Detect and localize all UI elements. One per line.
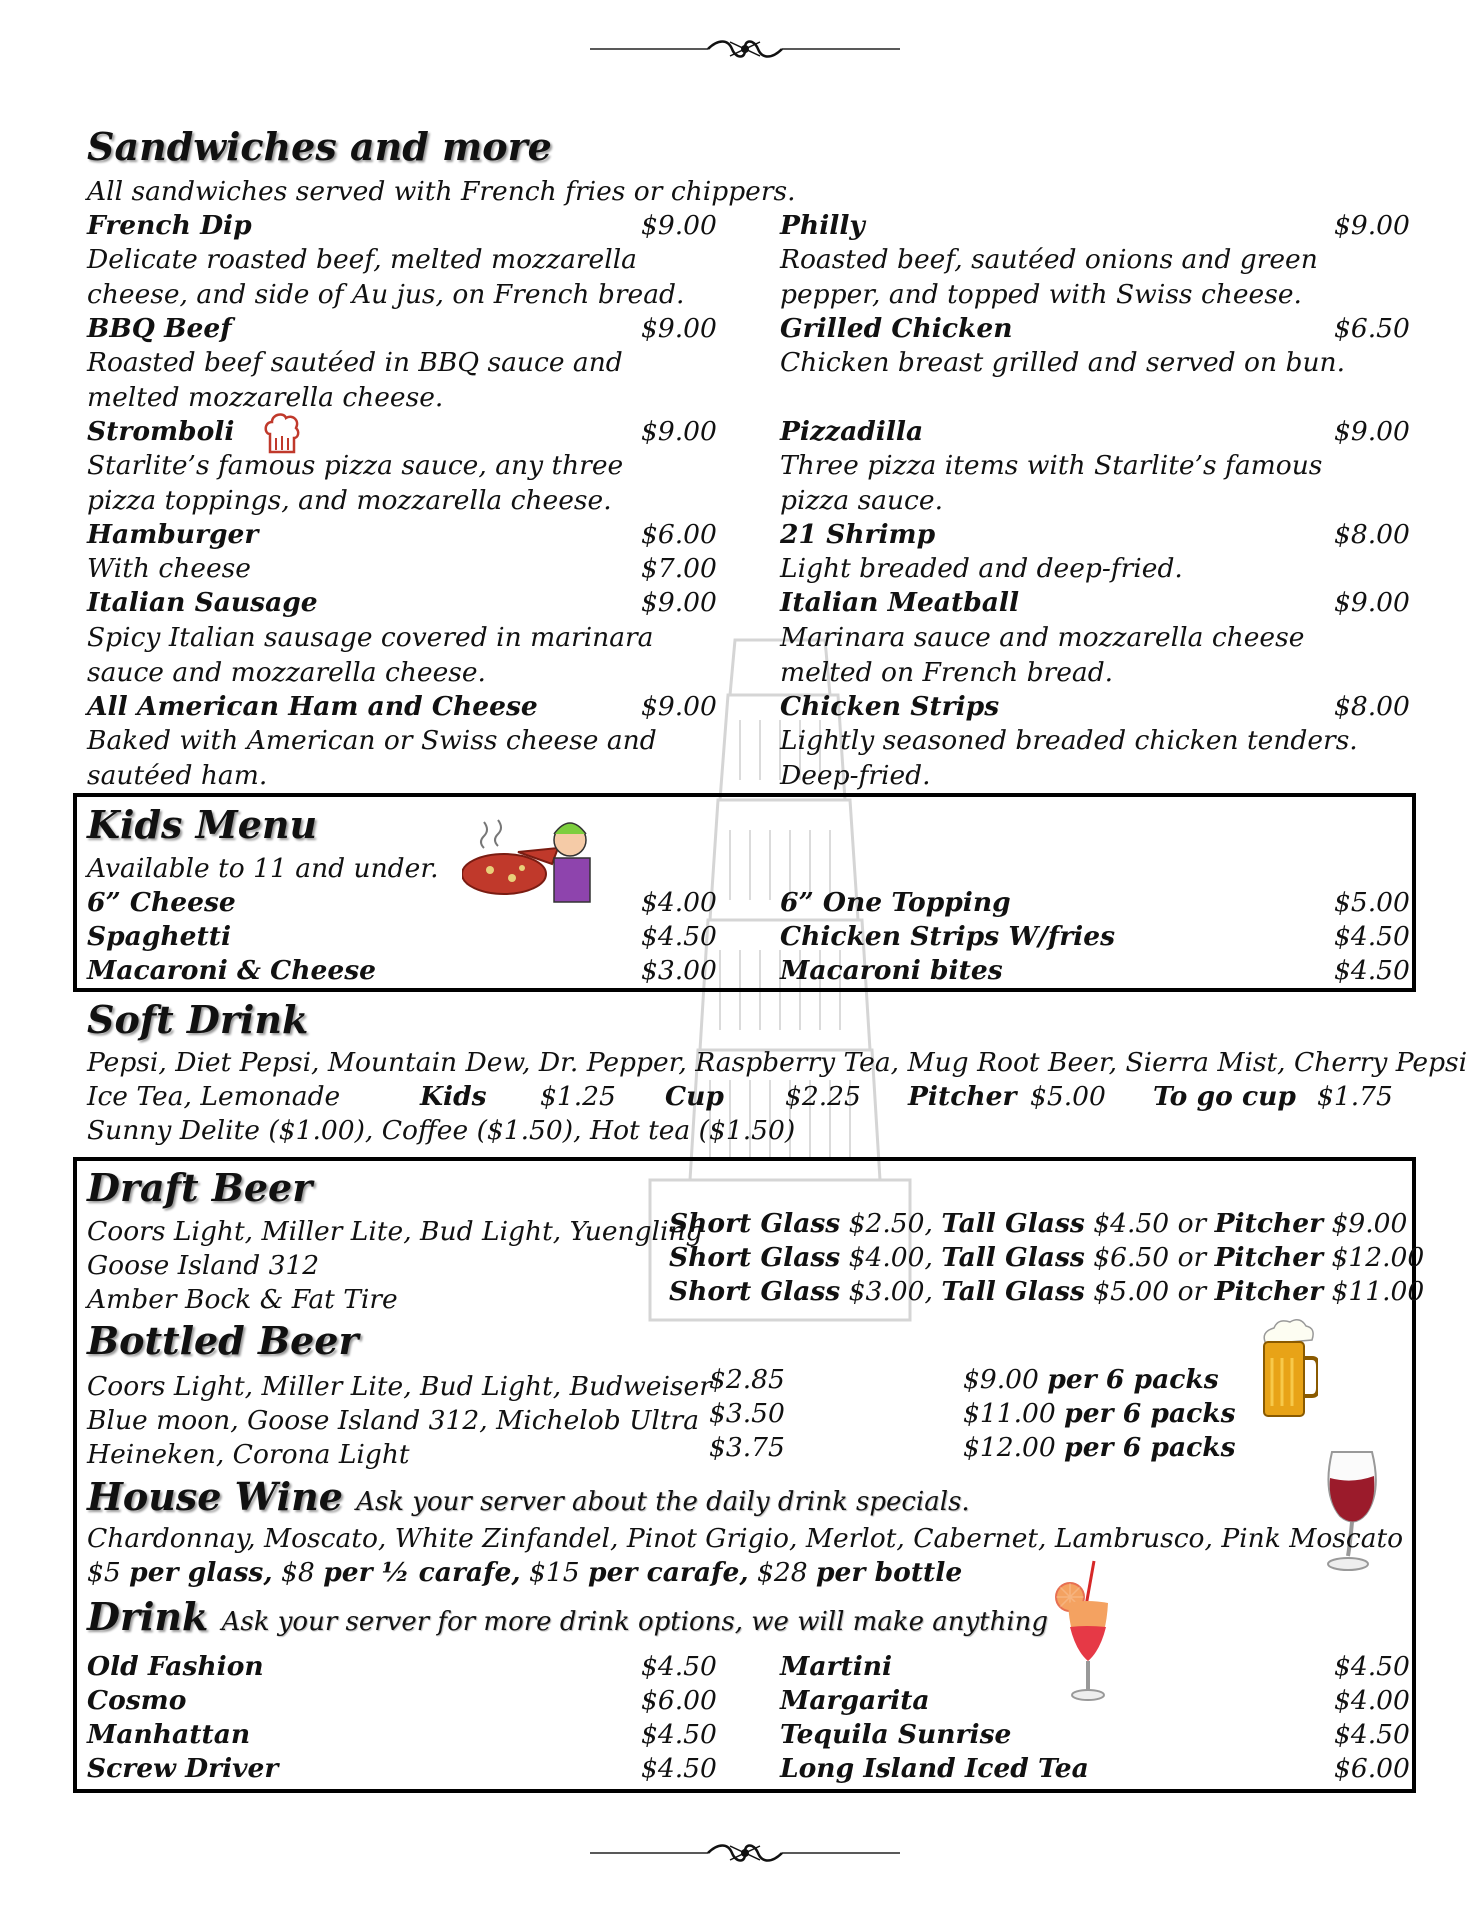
size-price: $2.25	[785, 1081, 861, 1112]
menu-item-name: Cosmo	[87, 1685, 187, 1716]
menu-item-name: 21 Shrimp	[780, 519, 936, 550]
bottom-ornament	[590, 1840, 900, 1866]
menu-item-name: Screw Driver	[87, 1753, 279, 1784]
menu-item-name: Manhattan	[87, 1719, 251, 1750]
tall-glass-price: $4.50	[1093, 1208, 1170, 1239]
menu-item-desc: Roasted beef, sautéed onions and green	[780, 244, 1318, 275]
menu-item-name: Old Fashion	[87, 1651, 264, 1682]
menu-item-desc: Spicy Italian sausage covered in marinara	[87, 622, 654, 653]
menu-item-desc: pizza toppings, and mozzarella cheese.	[87, 485, 612, 516]
menu-item-desc: Three pizza items with Starlite’s famous	[780, 450, 1323, 481]
size-label: Kids	[420, 1081, 487, 1112]
menu-item-desc: Starlite’s famous pizza sauce, any three	[87, 450, 624, 481]
bottled-beer-name: Heineken, Corona Light	[87, 1439, 410, 1470]
short-glass-label: Short Glass	[669, 1208, 841, 1239]
bottled-beer-name: Blue moon, Goose Island 312, Michelob Ultra	[87, 1405, 700, 1436]
bottled-beer-heading: Bottled Beer	[87, 1318, 359, 1363]
tall-glass-label: Tall Glass	[941, 1208, 1085, 1239]
kids-menu-note: Available to 11 and under.	[87, 853, 439, 884]
menu-item-desc: cheese, and side of Au jus, on French bread.	[87, 279, 685, 310]
menu-item-price: $6.50	[1334, 313, 1410, 344]
menu-item-price: $9.00	[641, 210, 717, 241]
menu-item-desc: Marinara sauce and mozzarella cheese	[780, 622, 1305, 653]
menu-item-name: Italian Meatball	[780, 587, 1020, 618]
menu-item-name: Stromboli	[87, 416, 235, 447]
menu-item-price: $6.00	[641, 1685, 717, 1716]
menu-item-name: 6” Cheese	[87, 887, 236, 918]
menu-item-name: Pizzadilla	[780, 416, 924, 447]
wine-price-label: per carafe,	[588, 1557, 749, 1588]
menu-item-name: Chicken Strips W/fries	[780, 921, 1116, 952]
tall-glass-price: $6.50	[1093, 1242, 1170, 1273]
draft-beer-name: Coors Light, Miller Lite, Bud Light, Yuengling	[87, 1216, 703, 1247]
menu-item-price: $4.50	[641, 1753, 717, 1784]
menu-item-name: Macaroni & Cheese	[87, 955, 377, 986]
menu-item-price: $4.50	[1334, 921, 1410, 952]
menu-item-desc: Delicate roasted beef, melted mozzarella	[87, 244, 637, 275]
drink-title: Drink	[87, 1594, 209, 1639]
pitcher-price: $11.00	[1331, 1276, 1425, 1307]
boy-with-pizza-icon	[462, 812, 612, 908]
or-text: or	[1177, 1208, 1207, 1239]
menu-item-price: $8.00	[1334, 519, 1410, 550]
menu-item-name: Hamburger	[87, 519, 259, 550]
menu-item-price: $4.50	[1334, 1719, 1410, 1750]
menu-item-desc: pizza sauce.	[780, 485, 943, 516]
menu-item-name: 6” One Topping	[780, 887, 1011, 918]
six-pack-price	[963, 1364, 1219, 1395]
menu-item-price: $6.00	[641, 519, 717, 550]
menu-item-desc: Baked with American or Swiss cheese and	[87, 725, 657, 756]
menu-item-price: $4.00	[1334, 1685, 1410, 1716]
menu-item-name: Philly	[780, 210, 865, 241]
house-wine-note: Ask your server about the daily drink specials.	[356, 1487, 970, 1517]
short-glass-label: Short Glass	[669, 1276, 841, 1307]
draft-beer-heading: Draft Beer	[87, 1165, 313, 1210]
pitcher-price: $12.00	[1331, 1242, 1425, 1273]
wine-price: $5	[87, 1557, 121, 1588]
pitcher-price: $9.00	[1331, 1208, 1408, 1239]
menu-item-price: $9.00	[1334, 416, 1410, 447]
bottled-beer-price: $2.85	[709, 1364, 785, 1395]
beer-mug-icon	[1258, 1318, 1318, 1422]
menu-item-desc: melted on French bread.	[780, 657, 1114, 688]
bottled-beer-name: Coors Light, Miller Lite, Bud Light, Budweiser	[87, 1371, 712, 1402]
bottled-beer-price: $3.75	[709, 1432, 785, 1463]
menu-item-price: $4.50	[1334, 955, 1410, 986]
menu-item-price: $4.50	[641, 1651, 717, 1682]
soft-drink-list: Sunny Delite ($1.00), Coffee ($1.50), Hot tea ($1.50)	[87, 1115, 796, 1146]
wine-varieties: Chardonnay, Moscato, White Zinfandel, Pinot Grigio, Merlot, Cabernet, Lambrusco, Pink Moscato	[87, 1523, 1404, 1554]
menu-item-name: Macaroni bites	[780, 955, 1003, 986]
drink-heading	[87, 1594, 1048, 1639]
six-pack-label: per 6 packs	[1064, 1432, 1236, 1463]
menu-item-desc: Lightly seasoned breaded chicken tenders.	[780, 725, 1358, 756]
soft-drink-list: Pepsi, Diet Pepsi, Mountain Dew, Dr. Pepper, Raspberry Tea, Mug Root Beer, Sierra Mist, Cherry Pepsi	[87, 1047, 1468, 1078]
wine-price: $8	[281, 1557, 315, 1588]
tall-glass-price: $5.00	[1093, 1276, 1170, 1307]
menu-item-name: Grilled Chicken	[780, 313, 1013, 344]
drink-note: Ask your server for more drink options, we will make anything	[221, 1607, 1049, 1637]
soft-drink-list: Ice Tea, Lemonade	[87, 1081, 341, 1112]
pitcher-label: Pitcher	[1214, 1242, 1324, 1273]
six-pack-amount: $12.00	[963, 1432, 1056, 1463]
pitcher-label: Pitcher	[1214, 1208, 1324, 1239]
menu-item-price: $9.00	[641, 313, 717, 344]
cocktail-icon	[1054, 1557, 1124, 1707]
menu-item-price: $9.00	[641, 416, 717, 447]
wine-price-label: per bottle	[816, 1557, 963, 1588]
menu-item-name: BBQ Beef	[87, 313, 232, 344]
six-pack-amount: $11.00	[963, 1398, 1056, 1429]
menu-item-desc: sautéed ham.	[87, 760, 268, 791]
size-label: Pitcher	[908, 1081, 1017, 1112]
pitcher-label: Pitcher	[1214, 1276, 1324, 1307]
draft-beer-name: Goose Island 312	[87, 1250, 320, 1281]
house-wine-heading	[87, 1474, 970, 1519]
menu-item-name: All American Ham and Cheese	[87, 691, 538, 722]
draft-beer-prices	[669, 1208, 1407, 1239]
menu-item-price: $9.00	[1334, 210, 1410, 241]
menu-item-name: Italian Sausage	[87, 587, 318, 618]
menu-item-price: $9.00	[641, 691, 717, 722]
menu-item-price: $3.00	[641, 955, 717, 986]
menu-item-desc: Roasted beef sautéed in BBQ sauce and	[87, 347, 623, 378]
menu-item-price: $5.00	[1334, 887, 1410, 918]
menu-item-name: Tequila Sunrise	[780, 1719, 1012, 1750]
menu-item-name: French Dip	[87, 210, 252, 241]
short-glass-price: $2.50,	[848, 1208, 933, 1239]
top-ornament	[590, 36, 900, 62]
six-pack-price	[963, 1432, 1236, 1463]
menu-item-price: $9.00	[1334, 587, 1410, 618]
sandwiches-heading: Sandwiches and more	[87, 124, 552, 169]
menu-item-desc: Deep-fried.	[780, 760, 931, 791]
six-pack-amount: $9.00	[963, 1364, 1039, 1395]
wine-price: $28	[757, 1557, 808, 1588]
size-label: To go cup	[1153, 1081, 1296, 1112]
menu-item-price: $4.00	[641, 887, 717, 918]
house-wine-title: House Wine	[87, 1474, 343, 1519]
kids-menu-heading: Kids Menu	[87, 802, 318, 847]
menu-item-desc: Chicken breast grilled and served on bun.	[780, 347, 1346, 378]
menu-item-desc: Light breaded and deep-fried.	[780, 553, 1183, 584]
menu-item-name: Long Island Iced Tea	[780, 1753, 1089, 1784]
size-price: $1.25	[540, 1081, 616, 1112]
or-text: or	[1177, 1242, 1207, 1273]
menu-item-desc: pepper, and topped with Swiss cheese.	[780, 279, 1302, 310]
menu-item-price: $4.50	[641, 1719, 717, 1750]
short-glass-label: Short Glass	[669, 1242, 841, 1273]
short-glass-price: $3.00,	[848, 1276, 933, 1307]
menu-item-price: $4.50	[1334, 1651, 1410, 1682]
wine-price: $15	[529, 1557, 580, 1588]
size-price: $1.75	[1317, 1081, 1393, 1112]
menu-item-name: Margarita	[780, 1685, 930, 1716]
menu-item-price: $9.00	[641, 587, 717, 618]
bottled-beer-price: $3.50	[709, 1398, 785, 1429]
or-text: or	[1177, 1276, 1207, 1307]
menu-item-price: $7.00	[641, 553, 717, 584]
menu-item-price: $6.00	[1334, 1753, 1410, 1784]
six-pack-label: per 6 packs	[1064, 1398, 1236, 1429]
six-pack-price	[963, 1398, 1236, 1429]
six-pack-label: per 6 packs	[1047, 1364, 1219, 1395]
soft-drink-heading: Soft Drink	[87, 997, 309, 1042]
size-price: $5.00	[1030, 1081, 1106, 1112]
tall-glass-label: Tall Glass	[941, 1276, 1085, 1307]
menu-item-price: $8.00	[1334, 691, 1410, 722]
draft-beer-name: Amber Bock & Fat Tire	[87, 1284, 398, 1315]
size-label: Cup	[665, 1081, 724, 1112]
menu-item-desc: With cheese	[87, 553, 251, 584]
wine-price-label: per ½ carafe,	[323, 1557, 521, 1588]
short-glass-price: $4.00,	[848, 1242, 933, 1273]
menu-item-name: Chicken Strips	[780, 691, 1000, 722]
menu-item-name: Spaghetti	[87, 921, 232, 952]
menu-item-price: $4.50	[641, 921, 717, 952]
menu-item-desc: sauce and mozzarella cheese.	[87, 657, 486, 688]
menu-item-name: Martini	[780, 1651, 893, 1682]
wine-price-label: per glass,	[129, 1557, 273, 1588]
tall-glass-label: Tall Glass	[941, 1242, 1085, 1273]
wine-prices	[87, 1557, 962, 1588]
draft-beer-prices	[669, 1276, 1424, 1307]
wine-glass-icon	[1318, 1448, 1388, 1580]
draft-beer-prices	[669, 1242, 1424, 1273]
menu-item-desc: melted mozzarella cheese.	[87, 382, 444, 413]
sandwiches-note: All sandwiches served with French fries or chippers.	[87, 176, 796, 207]
